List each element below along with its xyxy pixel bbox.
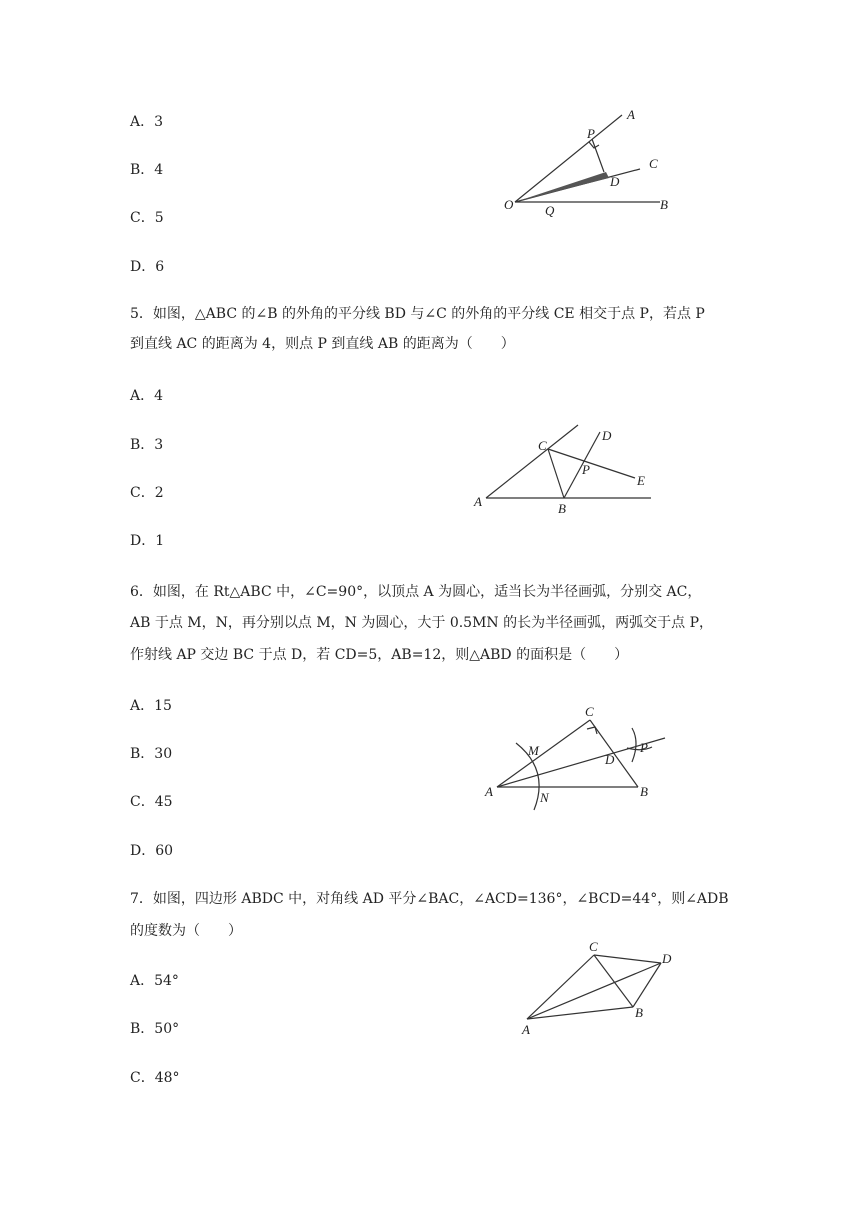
q5-option-c: C．2 — [130, 485, 164, 501]
q4-label-q: Q — [545, 203, 555, 218]
q4-figure — [490, 100, 690, 225]
q6-label-c: C — [585, 704, 594, 719]
q5-label-p: P — [582, 462, 590, 477]
q6-option-a: A．15 — [130, 698, 172, 714]
q7-option-a: A．54° — [130, 973, 179, 989]
q6-label-b: B — [640, 784, 648, 799]
q4-option-b: B．4 — [130, 162, 164, 178]
q4-option-a: A．3 — [130, 114, 164, 130]
q6-label-m: M — [528, 743, 539, 758]
q5-label-c: C — [538, 438, 547, 453]
q5-label-d: D — [602, 428, 612, 443]
q4-label-b: B — [660, 197, 668, 212]
q7-option-c: C．48° — [130, 1070, 180, 1086]
q4-label-a: A — [627, 107, 635, 122]
q4-label-d: D — [610, 174, 620, 189]
q5-label-b: B — [558, 501, 566, 516]
q6-figure — [480, 700, 680, 810]
q6-option-b: B．30 — [130, 746, 173, 762]
q7-option-b: B．50° — [130, 1021, 180, 1037]
q4-label-o: O — [504, 197, 514, 212]
q6-label-a: A — [485, 784, 493, 799]
q7-label-b: B — [635, 1005, 643, 1020]
q5-option-a: A．4 — [130, 388, 164, 404]
q4-option-d: D．6 — [130, 259, 165, 275]
q7-label-a: A — [522, 1022, 530, 1037]
q4-label-p: P — [587, 126, 595, 141]
q4-label-c: C — [649, 156, 658, 171]
q7-figure — [515, 940, 685, 1040]
q7-stem-line2: 的度数为（ ） — [130, 923, 242, 939]
q6-option-d: D．60 — [130, 843, 174, 859]
q7-label-d: D — [662, 951, 672, 966]
q6-label-p: P — [640, 740, 648, 755]
q5-option-b: B．3 — [130, 437, 164, 453]
q5-stem-line2: 到直线 AC 的距离为 4，则点 P 到直线 AB 的距离为（ ） — [130, 336, 515, 352]
q5-figure — [470, 420, 660, 520]
q6-label-d: D — [605, 752, 615, 767]
q5-stem-line1: 5．如图，△ABC 的∠B 的外角的平分线 BD 与∠C 的外角的平分线 CE 相交于点 P，若点 P — [130, 306, 705, 322]
q4-option-c: C．5 — [130, 210, 164, 226]
q5-option-d: D．1 — [130, 533, 165, 549]
q6-stem-line1: 6．如图，在 Rt△ABC 中，∠C=90°，以顶点 A 为圆心，适当长为半径画弧，分别交 AC， — [130, 584, 702, 600]
q5-label-a: A — [474, 494, 482, 509]
q6-stem-line2: AB 于点 M，N，再分别以点 M，N 为圆心，大于 0.5MN 的长为半径画弧，两弧交于点 P， — [130, 615, 713, 631]
q6-option-c: C．45 — [130, 794, 173, 810]
q7-label-c: C — [589, 939, 598, 954]
q6-label-n: N — [540, 790, 549, 805]
q5-label-e: E — [637, 473, 645, 488]
q6-stem-line3: 作射线 AP 交边 BC 于点 D，若 CD=5，AB=12，则△ABD 的面积是（ ） — [130, 647, 629, 663]
q7-stem-line1: 7．如图，四边形 ABDC 中，对角线 AD 平分∠BAC，∠ACD=136°，∠BCD=44°，则∠ADB — [130, 891, 729, 907]
